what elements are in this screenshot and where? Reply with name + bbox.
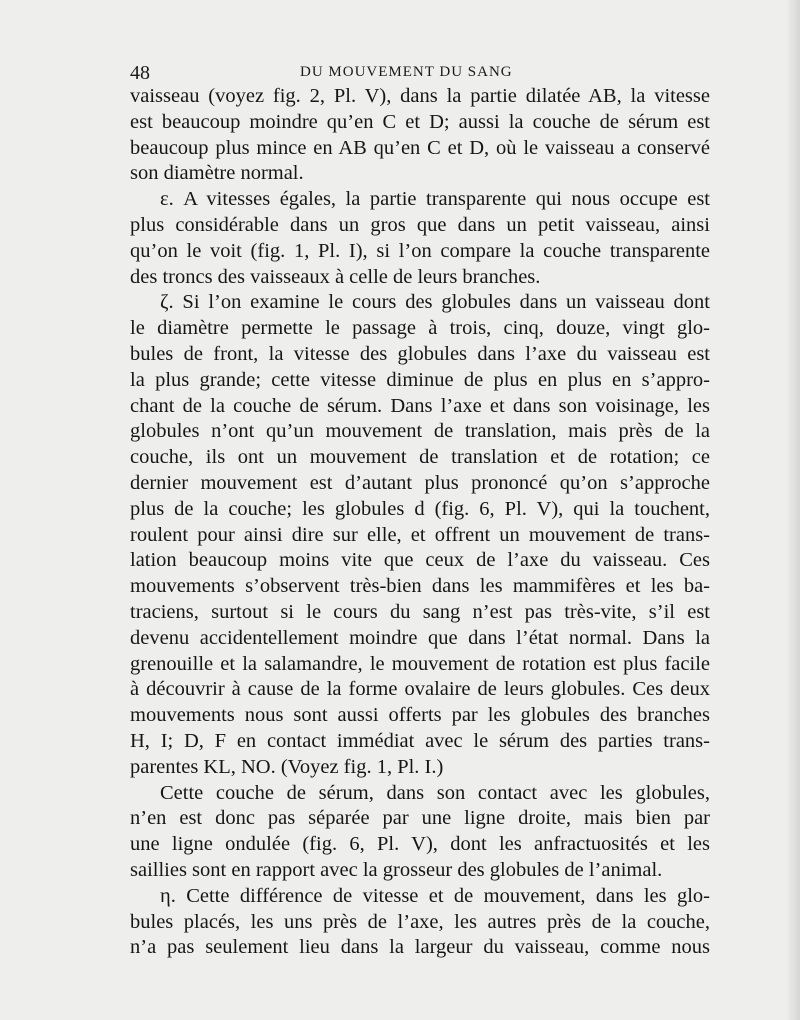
text-line: n’en est donc pas séparée par une ligne droite, mais bien par: [130, 807, 710, 830]
text-line: bules placés, les uns près de l’axe, les autres près de la couche,: [130, 910, 710, 933]
text-line: devenu accidentellement moindre que dans l’état normal. Dans la: [130, 626, 710, 649]
text-line: le diamètre permette le passage à trois, cinq, douze, vingt glo-: [130, 317, 710, 340]
text-line: à découvrir à cause de la forme ovalaire de leurs globules. Ces deux: [130, 678, 710, 701]
text-line: dernier mouvement est d’autant plus prononcé qu’on s’approche: [130, 471, 710, 494]
text-line: ζ. Si l’on examine le cours des globules dans un vaisseau dont: [160, 291, 710, 314]
page-header: [130, 62, 710, 86]
scan-edge-shadow: [786, 0, 800, 1020]
text-line: n’a pas seulement lieu dans la largeur du vaisseau, comme nous: [130, 936, 710, 959]
text-line: qu’on le voit (fig. 1, Pl. I), si l’on compare la couche transparente: [130, 239, 710, 262]
text-line: parentes KL, NO. (Voyez fig. 1, Pl. I.): [130, 755, 444, 778]
text-line: lation beaucoup moins vite que ceux de l’axe du vaisseau. Ces: [130, 549, 710, 572]
text-line: mouvements nous sont aussi offerts par les globules des branches: [130, 704, 710, 727]
running-title: DU MOUVEMENT DU SANG: [300, 64, 513, 80]
body-text: [130, 84, 710, 961]
text-line: est beaucoup moindre qu’en C et D; aussi la couche de sérum est: [130, 110, 710, 133]
text-line: plus de la couche; les globules d (fig. 6, Pl. V), qui la touchent,: [130, 497, 710, 520]
text-line: des troncs des vaisseaux à celle de leurs branches.: [130, 265, 541, 288]
text-line: vaisseau (voyez fig. 2, Pl. V), dans la partie dilatée AB, la vitesse: [130, 85, 710, 107]
text-line: Cette couche de sérum, dans son contact avec les globules,: [160, 781, 710, 804]
text-line: saillies sont en rapport avec la grosseur des globules de l’animal.: [130, 858, 663, 881]
text-line: grenouille et la salamandre, le mouvement de rotation est plus facile: [130, 652, 710, 675]
text-line: η. Cette différence de vitesse et de mouvement, dans les glo-: [160, 884, 710, 907]
text-line: couche, ils ont un mouvement de translation et de rotation; ce: [130, 446, 710, 469]
text-line: la plus grande; cette vitesse diminue de plus en plus en s’appro-: [130, 368, 710, 391]
text-line: ε. A vitesses égales, la partie transparente qui nous occupe est: [160, 188, 710, 211]
page-number: 48: [130, 62, 150, 84]
text-line: globules n’ont qu’un mouvement de translation, mais près de la: [130, 420, 710, 443]
text-line: H, I; D, F en contact immédiat avec le sérum des parties trans-: [130, 729, 710, 752]
text-line: beaucoup plus mince en AB qu’en C et D, où le vaisseau a conservé: [130, 136, 710, 159]
text-line: plus considérable dans un gros que dans un petit vaisseau, ainsi: [130, 213, 710, 236]
text-line: mouvements s’observent très-bien dans les mammifères et les ba-: [130, 575, 710, 598]
text-line: traciens, surtout si le cours du sang n’est pas très-vite, s’il est: [130, 600, 710, 623]
text-line: son diamètre normal.: [130, 162, 304, 185]
text-line: chant de la couche de sérum. Dans l’axe et dans son voisinage, les: [130, 394, 710, 417]
text-line: roulent pour ainsi dire sur elle, et offrent un mouvement de trans-: [130, 523, 710, 546]
text-line: une ligne ondulée (fig. 6, Pl. V), dont les anfractuosités et les: [130, 833, 710, 856]
text-line: bules de front, la vitesse des globules dans l’axe du vaisseau est: [130, 342, 710, 365]
